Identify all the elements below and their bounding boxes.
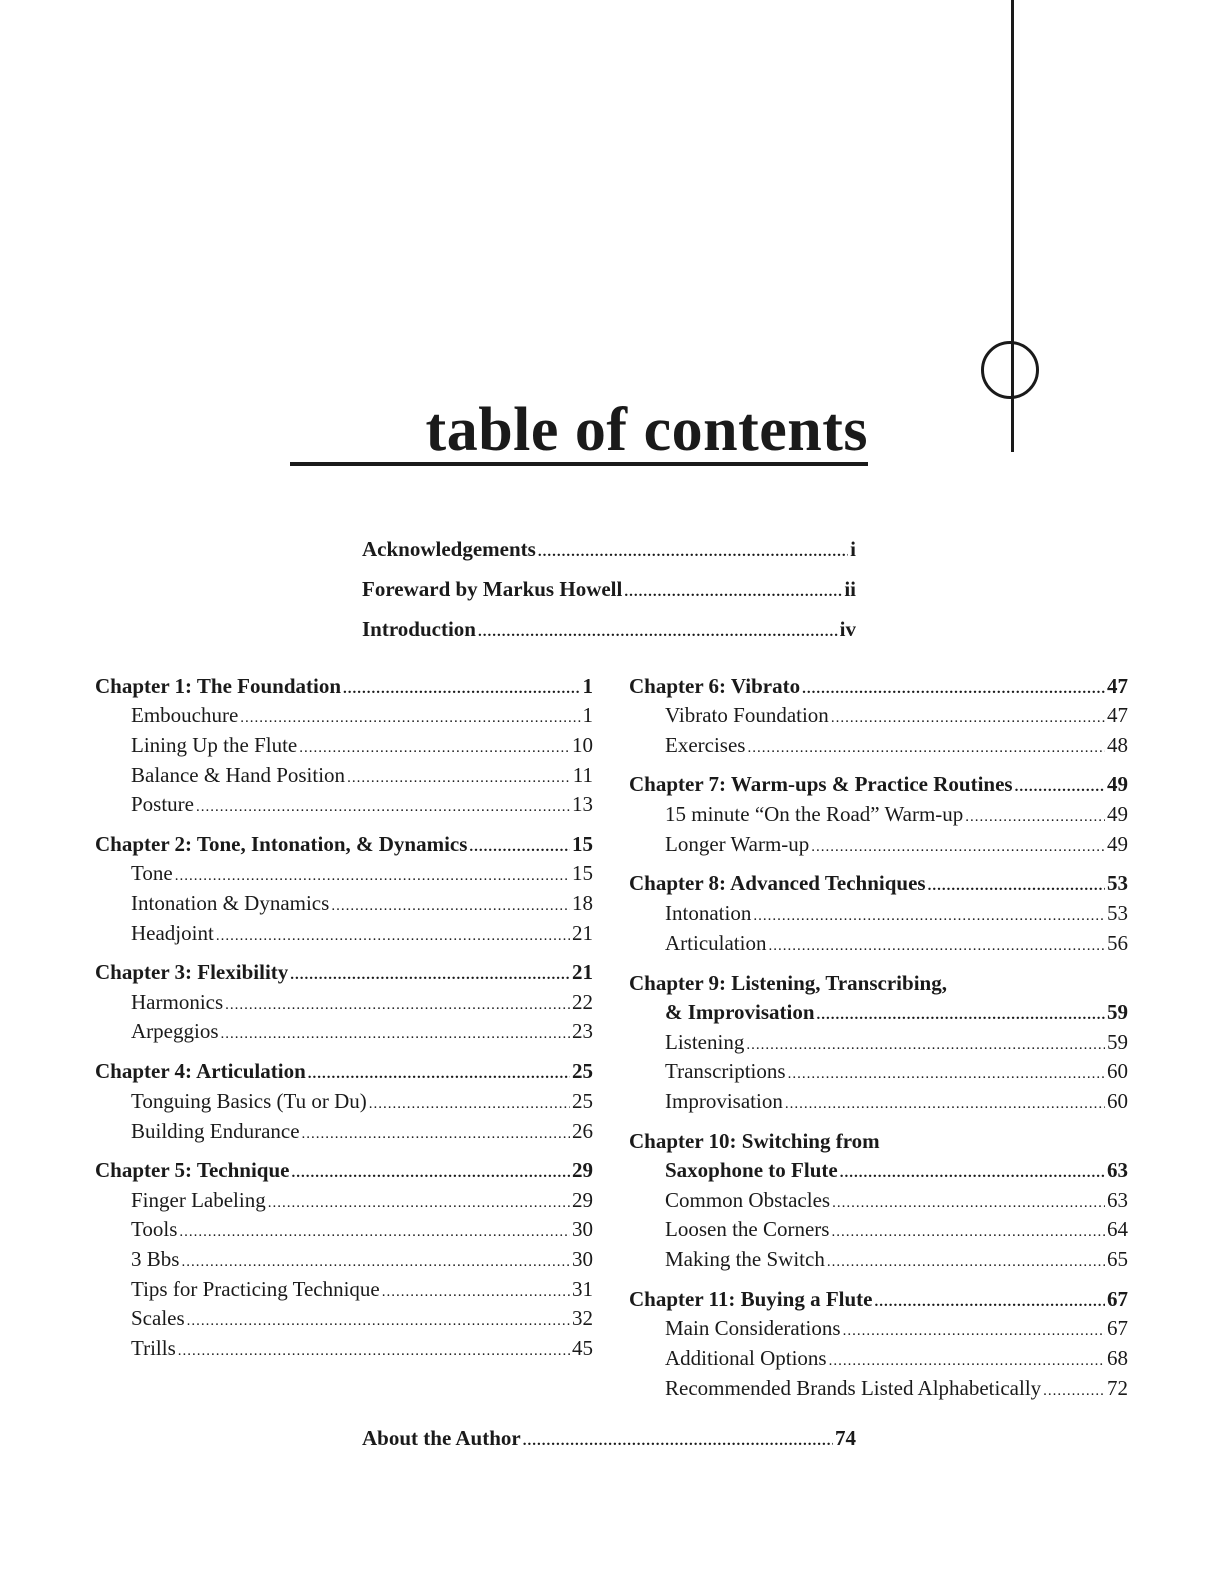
toc-entry-label: Intonation xyxy=(665,901,752,925)
leader-dots xyxy=(179,1217,570,1247)
toc-chapter-7[interactable] xyxy=(629,769,1128,799)
toc-entry-page: 1 xyxy=(582,703,593,727)
toc-entry-label: Articulation xyxy=(665,931,767,955)
toc-entry-label: Longer Warm-up xyxy=(665,832,810,856)
toc-section[interactable] xyxy=(665,799,1128,829)
toc-entry-page: 15 xyxy=(572,832,593,856)
leader-dots xyxy=(290,960,570,990)
toc-entry-page: 21 xyxy=(572,960,593,984)
toc-entry-label: About the Author xyxy=(362,1426,521,1450)
toc-entry-label: Chapter 11: Buying a Flute xyxy=(629,1287,873,1311)
toc-entry-label: Vibrato Foundation xyxy=(665,703,829,727)
toc-entry-page: 25 xyxy=(572,1059,593,1083)
toc-section[interactable] xyxy=(131,1333,593,1363)
toc-entry-page: 64 xyxy=(1107,1217,1128,1241)
toc-entry-page: 48 xyxy=(1107,733,1128,757)
toc-section[interactable] xyxy=(665,1027,1128,1057)
toc-entry-label: Listening xyxy=(665,1030,745,1054)
toc-entry-page: 63 xyxy=(1107,1188,1128,1212)
toc-entry-label: Tonguing Basics (Tu or Du) xyxy=(131,1089,367,1113)
toc-section[interactable] xyxy=(131,730,593,760)
toc-entry-label: Harmonics xyxy=(131,990,224,1014)
toc-section[interactable] xyxy=(665,1086,1128,1116)
leader-dots xyxy=(331,891,570,921)
leader-dots xyxy=(831,703,1105,733)
leader-dots xyxy=(829,1346,1105,1376)
toc-section[interactable] xyxy=(131,1274,593,1304)
toc-entry-label: 15 minute “On the Road” Warm-up xyxy=(665,802,964,826)
toc-entry-page: 10 xyxy=(572,733,593,757)
toc-entry-label: Scales xyxy=(131,1306,185,1330)
toc-entry-acknowledgements[interactable] xyxy=(362,534,856,564)
toc-entry-page: 13 xyxy=(572,792,593,816)
toc-entry-page: 67 xyxy=(1107,1287,1128,1311)
toc-entry-introduction[interactable] xyxy=(362,614,856,644)
toc-section[interactable] xyxy=(665,1343,1128,1373)
decorative-circle xyxy=(981,341,1039,399)
toc-entry-label: Transcriptions xyxy=(665,1059,786,1083)
leader-dots xyxy=(928,871,1105,901)
toc-entry-label: Main Considerations xyxy=(665,1316,841,1340)
toc-section[interactable] xyxy=(131,700,593,730)
leader-dots xyxy=(196,792,570,822)
toc-section[interactable] xyxy=(665,898,1128,928)
toc-section[interactable] xyxy=(131,1244,593,1274)
toc-chapter-2[interactable] xyxy=(95,829,593,859)
toc-entry-label: Chapter 3: Flexibility xyxy=(95,960,289,984)
leader-dots xyxy=(785,1089,1105,1119)
toc-entry-page: 59 xyxy=(1107,1000,1128,1024)
toc-section[interactable] xyxy=(131,987,593,1017)
toc-entry-label: Making the Switch xyxy=(665,1247,825,1271)
toc-entry-foreward[interactable] xyxy=(362,574,856,604)
page-title: table of contents xyxy=(290,398,868,466)
toc-entry-label: Common Obstacles xyxy=(665,1188,831,1212)
toc-chapter-10[interactable] xyxy=(665,1155,1128,1185)
toc-entry-page: 63 xyxy=(1107,1158,1128,1182)
toc-section[interactable] xyxy=(131,1116,593,1146)
leader-dots xyxy=(1043,1376,1105,1406)
toc-entry-label: Introduction xyxy=(362,617,476,641)
toc-entry-page: 53 xyxy=(1107,871,1128,895)
toc-entry-label: Improvisation xyxy=(665,1089,783,1113)
toc-entry-label: Finger Labeling xyxy=(131,1188,266,1212)
toc-entry-label: Chapter 8: Advanced Techniques xyxy=(629,871,926,895)
leader-dots xyxy=(965,802,1105,832)
leader-dots xyxy=(843,1316,1105,1346)
toc-entry-label: Embouchure xyxy=(131,703,239,727)
toc-chapter-10-line-1[interactable]: Chapter 10: Switching from xyxy=(629,1129,880,1153)
toc-chapter-6[interactable] xyxy=(629,671,1128,701)
toc-section[interactable] xyxy=(131,918,593,948)
toc-entry-page: 65 xyxy=(1107,1247,1128,1271)
toc-entry-label: Arpeggios xyxy=(131,1019,219,1043)
toc-entry-page: 49 xyxy=(1107,772,1128,796)
toc-entry-label: Chapter 4: Articulation xyxy=(95,1059,306,1083)
toc-entry-label: Additional Options xyxy=(665,1346,827,1370)
toc-entry-label: Chapter 7: Warm-ups & Practice Routines xyxy=(629,772,1013,796)
toc-entry-page: 45 xyxy=(572,1336,593,1360)
toc-entry-label: Saxophone to Flute xyxy=(665,1158,838,1182)
leader-dots xyxy=(538,537,848,567)
toc-entry-page: 74 xyxy=(835,1426,856,1450)
leader-dots xyxy=(216,921,570,951)
toc-section[interactable] xyxy=(665,1244,1128,1274)
toc-entry-label: Chapter 6: Vibrato xyxy=(629,674,801,698)
toc-section[interactable] xyxy=(665,1313,1128,1343)
leader-dots xyxy=(240,703,580,733)
leader-dots xyxy=(478,617,838,647)
leader-dots xyxy=(308,1059,570,1089)
toc-entry-label: Tone xyxy=(131,861,173,885)
toc-entry-label: Intonation & Dynamics xyxy=(131,891,330,915)
leader-dots xyxy=(753,901,1105,931)
leader-dots xyxy=(811,832,1105,862)
toc-entry-page: iv xyxy=(839,617,856,641)
toc-entry-label: & Improvisation xyxy=(665,1000,815,1024)
toc-entry-page: 23 xyxy=(572,1019,593,1043)
toc-section[interactable] xyxy=(131,1214,593,1244)
toc-entry-page: 31 xyxy=(572,1277,593,1301)
toc-entry-page: 56 xyxy=(1107,931,1128,955)
toc-entry-page: 29 xyxy=(572,1158,593,1182)
leader-dots xyxy=(817,1000,1105,1030)
leader-dots xyxy=(292,1158,571,1188)
toc-entry-label: Chapter 5: Technique xyxy=(95,1158,290,1182)
toc-entry-page: 60 xyxy=(1107,1059,1128,1083)
toc-section[interactable] xyxy=(131,858,593,888)
toc-section[interactable] xyxy=(665,928,1128,958)
toc-section[interactable] xyxy=(131,1016,593,1046)
toc-entry-page: 21 xyxy=(572,921,593,945)
leader-dots xyxy=(1015,772,1105,802)
toc-entry-page: 47 xyxy=(1107,674,1128,698)
toc-entry-page: 30 xyxy=(572,1247,593,1271)
leader-dots xyxy=(788,1059,1105,1089)
toc-section[interactable] xyxy=(665,700,1128,730)
leader-dots xyxy=(302,1119,570,1149)
toc-entry-label: Balance & Hand Position xyxy=(131,763,346,787)
toc-chapter-9-line-1[interactable]: Chapter 9: Listening, Transcribing, xyxy=(629,971,947,995)
leader-dots xyxy=(768,931,1105,961)
toc-section[interactable] xyxy=(665,1214,1128,1244)
toc-entry-label: Foreward by Markus Howell xyxy=(362,577,623,601)
toc-section[interactable] xyxy=(131,789,593,819)
toc-section[interactable] xyxy=(665,1373,1128,1403)
toc-entry-label: Loosen the Corners xyxy=(665,1217,830,1241)
toc-section[interactable] xyxy=(665,829,1128,859)
toc-entry-page: 22 xyxy=(572,990,593,1014)
toc-entry-label: Building Endurance xyxy=(131,1119,300,1143)
toc-entry-label: 3 Bbs xyxy=(131,1247,180,1271)
toc-chapter-3[interactable] xyxy=(95,957,593,987)
toc-entry-label: Tools xyxy=(131,1217,178,1241)
toc-section[interactable] xyxy=(131,1185,593,1215)
toc-entry-label: Trills xyxy=(131,1336,176,1360)
toc-entry-label: Posture xyxy=(131,792,194,816)
toc-entry-page: 11 xyxy=(572,763,593,787)
toc-entry-page: 49 xyxy=(1107,802,1128,826)
leader-dots xyxy=(299,733,570,763)
toc-entry-page: 47 xyxy=(1107,703,1128,727)
toc-entry-page: 67 xyxy=(1107,1316,1128,1340)
toc-entry-page: 30 xyxy=(572,1217,593,1241)
toc-entry-label: Chapter 1: The Foundation xyxy=(95,674,342,698)
leader-dots xyxy=(523,1426,833,1456)
leader-dots xyxy=(369,1089,570,1119)
toc-entry-page: i xyxy=(850,537,856,561)
toc-entry-page: 15 xyxy=(572,861,593,885)
toc-entry-page: 1 xyxy=(582,674,593,698)
toc-section[interactable] xyxy=(665,730,1128,760)
toc-entry-page: 26 xyxy=(572,1119,593,1143)
toc-entry-label: Acknowledgements xyxy=(362,537,536,561)
toc-entry-page: ii xyxy=(844,577,856,601)
toc-section[interactable] xyxy=(131,888,593,918)
toc-entry-label: Recommended Brands Listed Alphabetically xyxy=(665,1376,1042,1400)
leader-dots xyxy=(187,1306,570,1336)
toc-entry-page: 18 xyxy=(572,891,593,915)
toc-entry-page: 53 xyxy=(1107,901,1128,925)
toc-chapter-11[interactable] xyxy=(629,1284,1128,1314)
leader-dots xyxy=(181,1247,570,1277)
toc-entry-page: 59 xyxy=(1107,1030,1128,1054)
toc-chapter-9[interactable] xyxy=(665,997,1128,1027)
toc-entry-label: Tips for Practicing Technique xyxy=(131,1277,380,1301)
toc-section[interactable] xyxy=(131,1303,593,1333)
leader-dots xyxy=(827,1247,1105,1277)
leader-dots xyxy=(831,1217,1105,1247)
toc-section[interactable] xyxy=(131,760,593,790)
toc-entry-page: 49 xyxy=(1107,832,1128,856)
toc-section[interactable] xyxy=(131,1086,593,1116)
toc-section[interactable] xyxy=(665,1056,1128,1086)
toc-entry-page: 72 xyxy=(1107,1376,1128,1400)
toc-section[interactable] xyxy=(665,1185,1128,1215)
toc-chapter-1[interactable] xyxy=(95,671,593,701)
toc-entry-page: 32 xyxy=(572,1306,593,1330)
toc-entry-label: Headjoint xyxy=(131,921,214,945)
toc-entry-about-the-author[interactable] xyxy=(362,1423,856,1453)
toc-entry-page: 25 xyxy=(572,1089,593,1113)
toc-entry-page: 29 xyxy=(572,1188,593,1212)
toc-chapter-4[interactable] xyxy=(95,1056,593,1086)
toc-chapter-5[interactable] xyxy=(95,1155,593,1185)
toc-entry-label: Chapter 2: Tone, Intonation, & Dynamics xyxy=(95,832,468,856)
toc-chapter-8[interactable] xyxy=(629,868,1128,898)
leader-dots xyxy=(840,1158,1105,1188)
toc-entry-page: 60 xyxy=(1107,1089,1128,1113)
leader-dots xyxy=(747,733,1105,763)
leader-dots xyxy=(178,1336,570,1366)
toc-entry-label: Exercises xyxy=(665,733,746,757)
toc-entry-label: Lining Up the Flute xyxy=(131,733,298,757)
leader-dots xyxy=(624,577,842,607)
leader-dots xyxy=(175,861,570,891)
toc-entry-page: 68 xyxy=(1107,1346,1128,1370)
leader-dots xyxy=(221,1019,571,1049)
